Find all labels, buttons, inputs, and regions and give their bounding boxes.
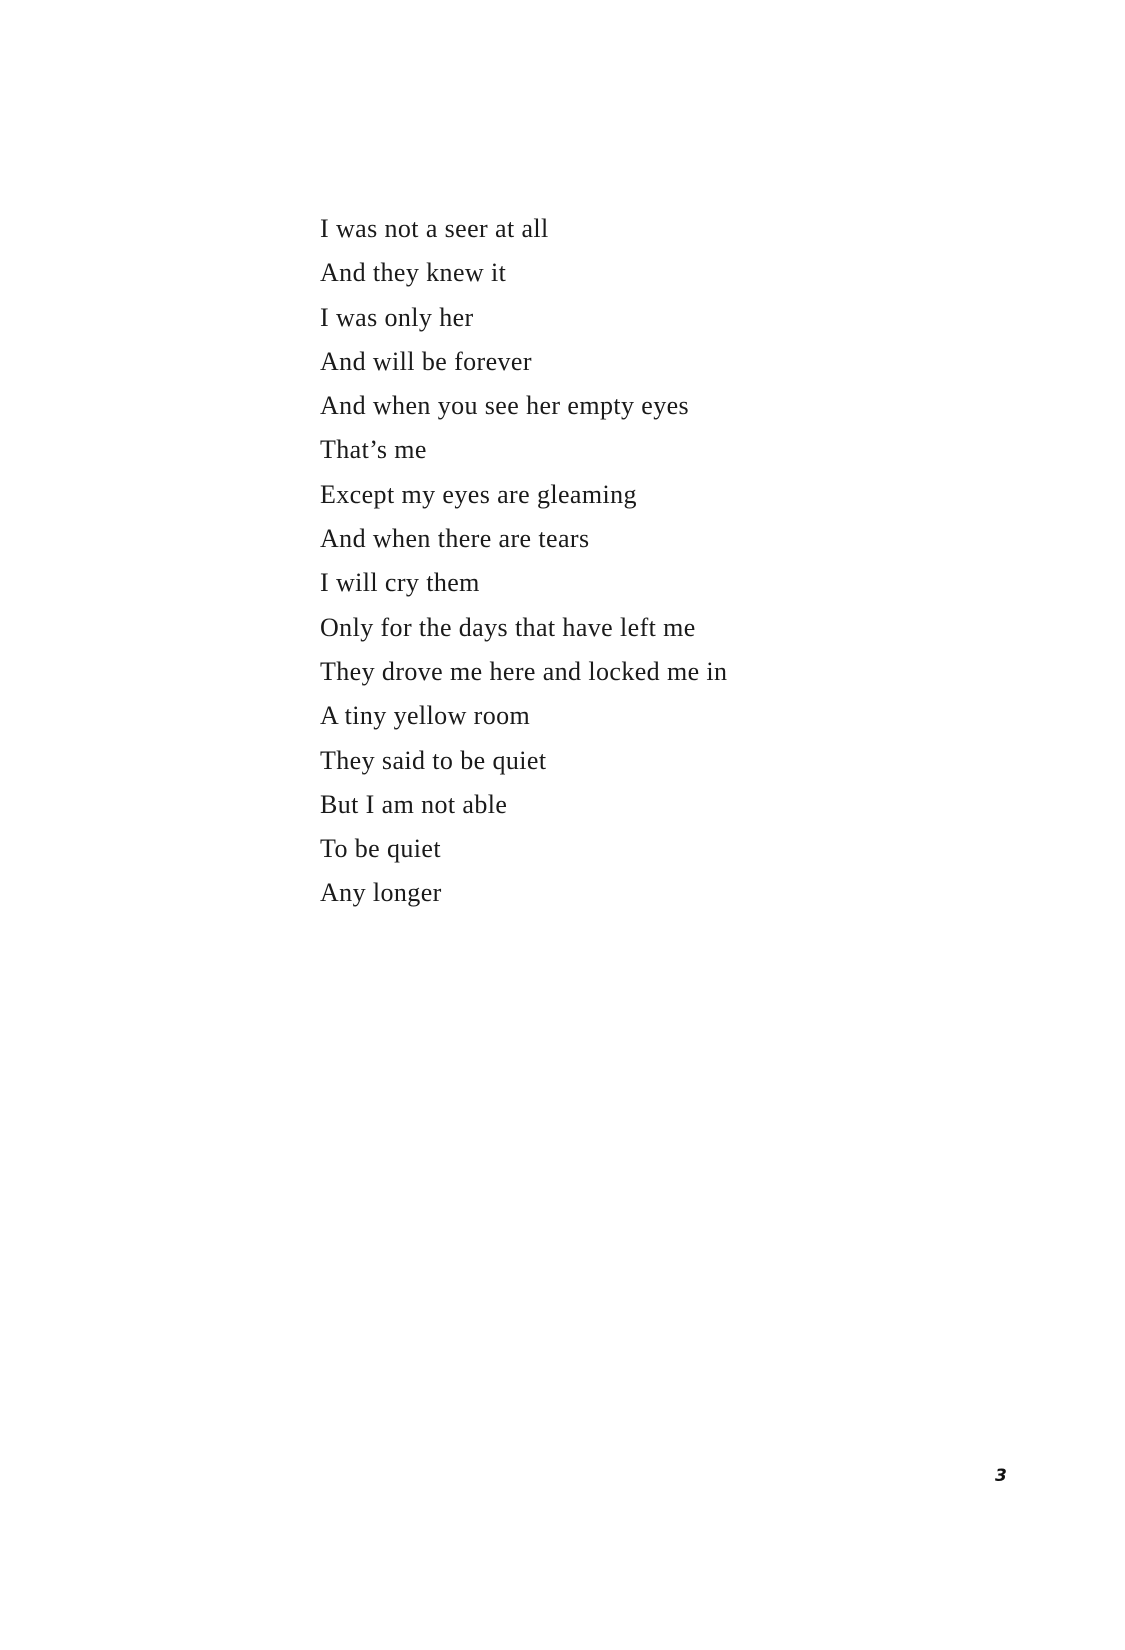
poem-line: Only for the days that have left me (320, 612, 696, 642)
poem-line: A tiny yellow room (320, 701, 531, 731)
poem-line: I was not a seer at all (320, 214, 549, 243)
poem-line: And when you see her empty eyes (320, 391, 690, 421)
poem-line: And when there are tears (320, 524, 590, 554)
poem-line: But I am not able (320, 789, 508, 819)
poem-line: They said to be quiet (320, 745, 547, 775)
poem-line: Except my eyes are gleaming (320, 479, 637, 509)
poem-line: And they knew it (320, 258, 507, 288)
poem-line: To be quiet (320, 834, 441, 864)
poem-line: That’s me (320, 435, 427, 465)
poem-line: I was only her (320, 302, 474, 332)
poem-line: They drove me here and locked me in (320, 656, 728, 686)
page-number: 3 (995, 1466, 1007, 1486)
poem-line: I will cry them (320, 568, 480, 598)
poem-line: Any longer (320, 878, 442, 908)
poem-line: And will be forever (320, 346, 532, 376)
poem-body (320, 207, 727, 916)
